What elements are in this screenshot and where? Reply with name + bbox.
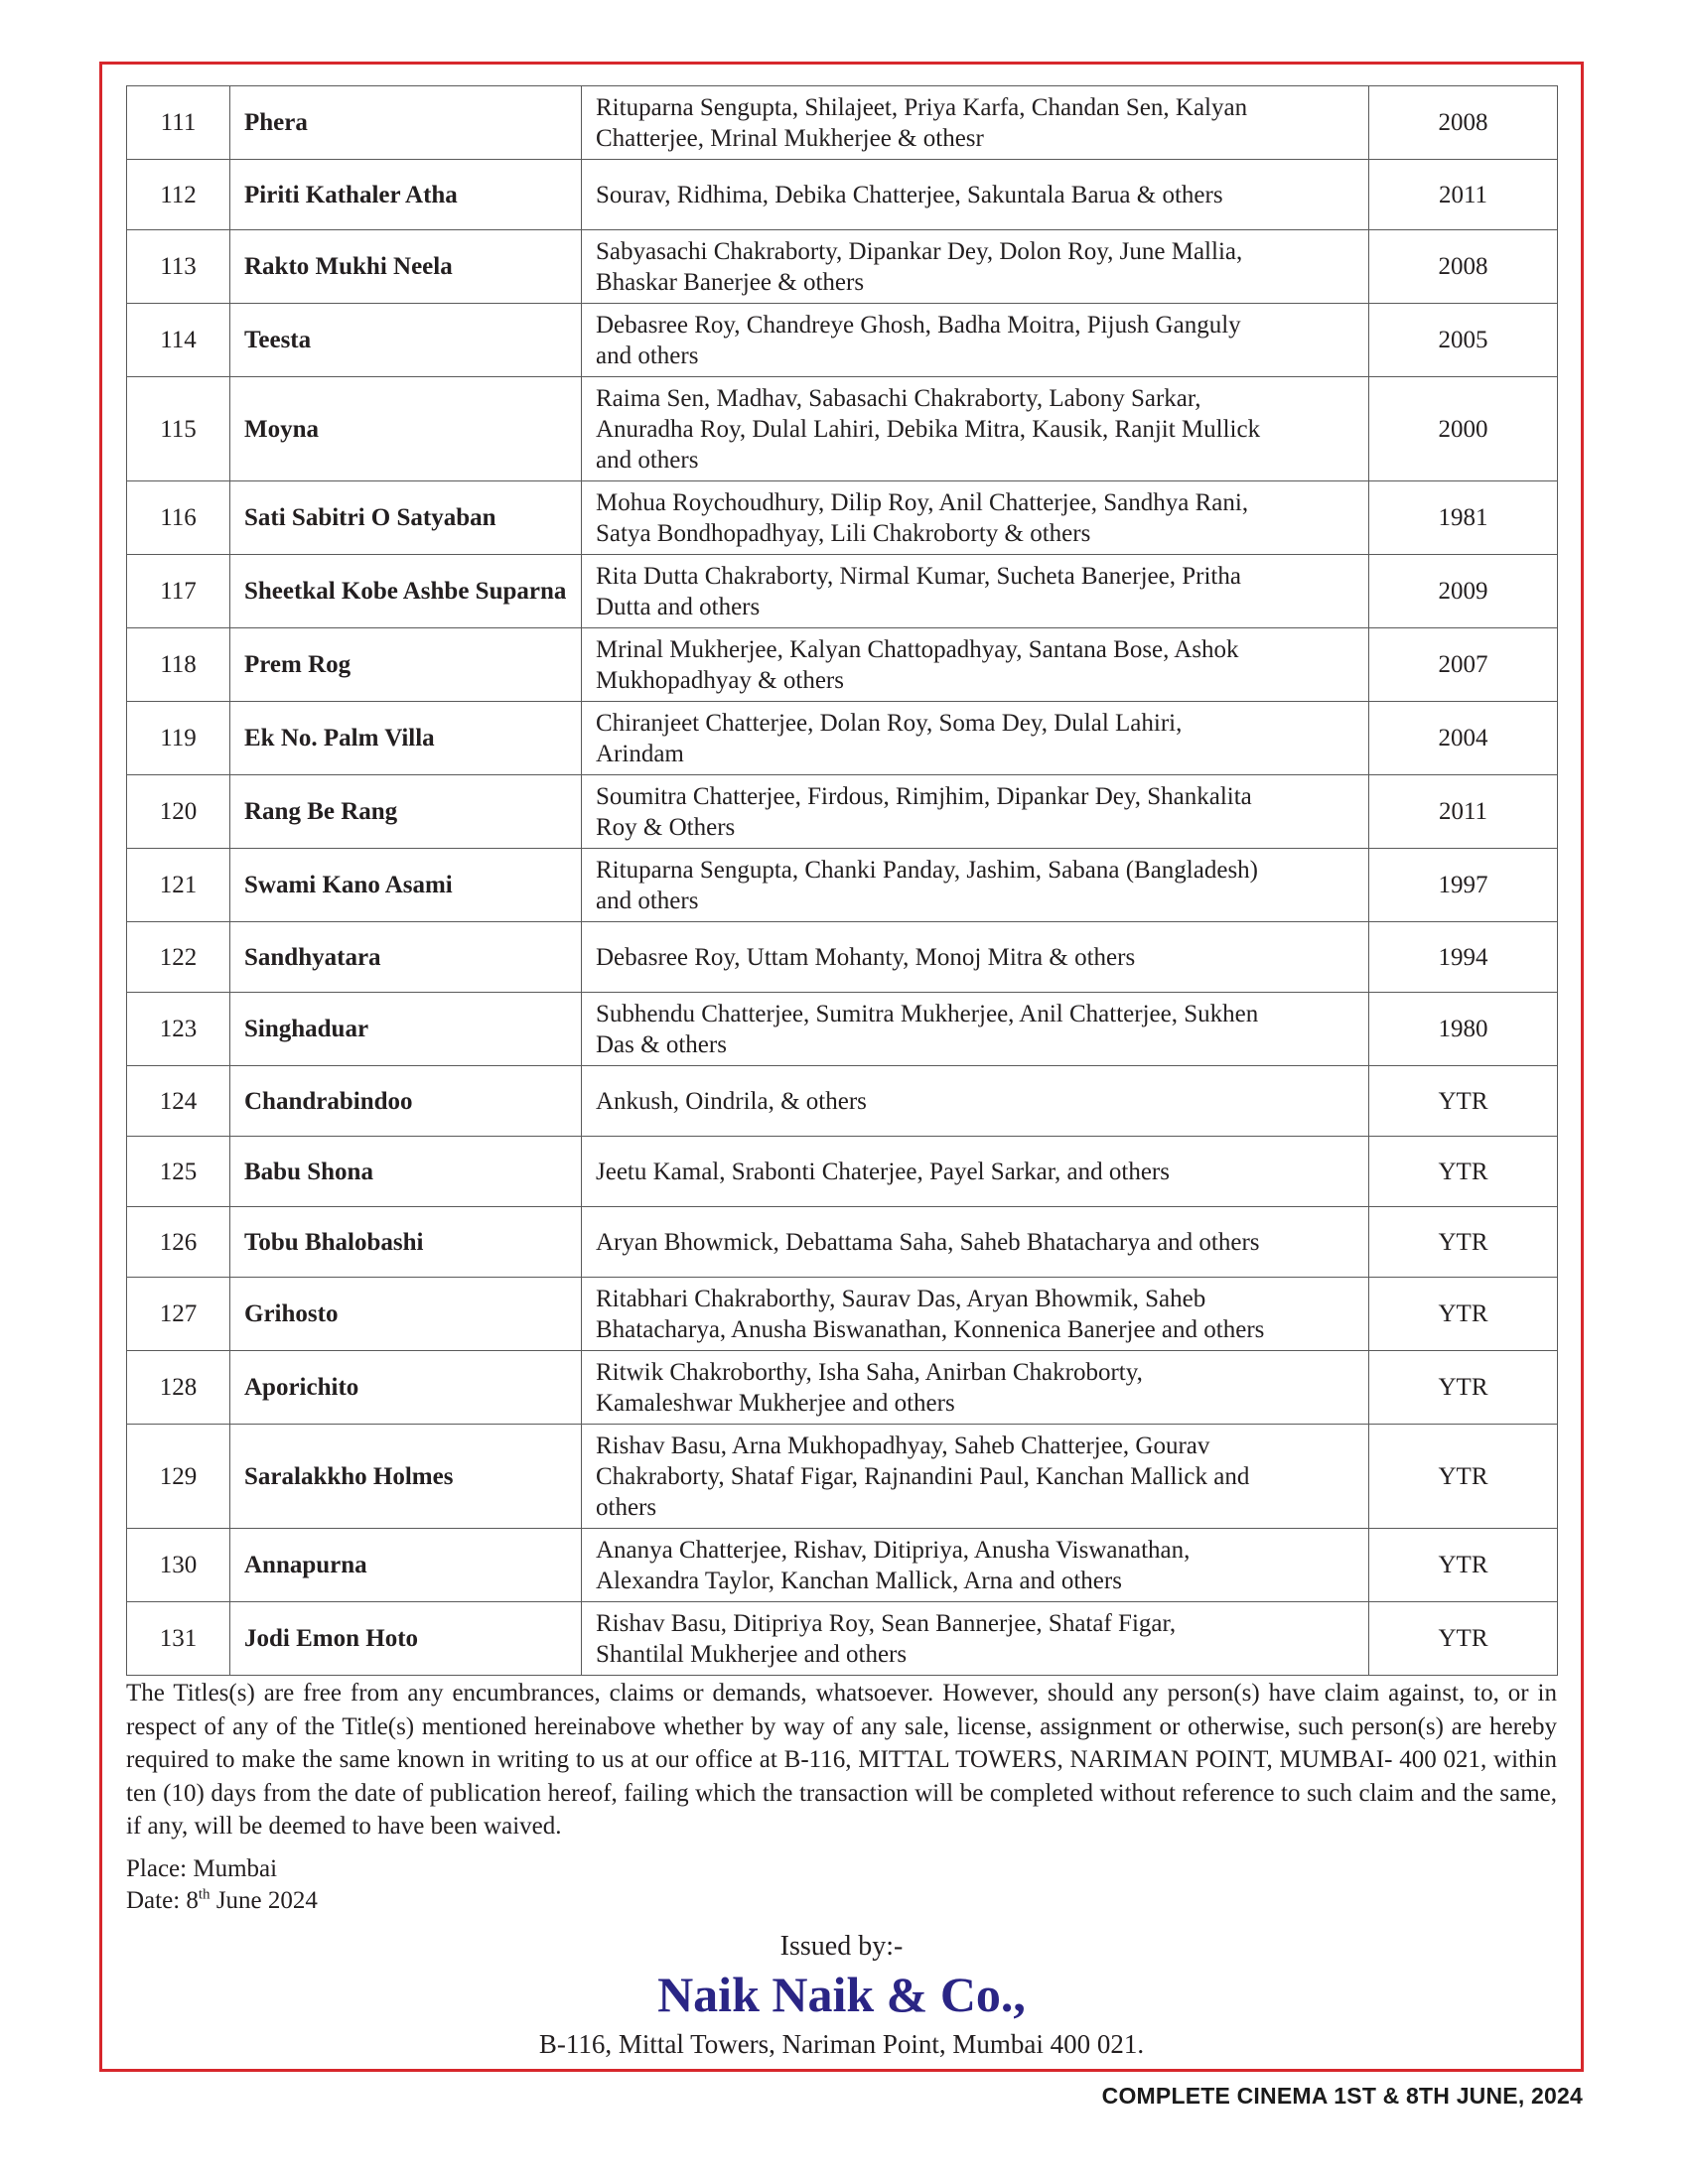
row-number: 122 bbox=[127, 922, 230, 993]
film-title: Moyna bbox=[230, 377, 582, 481]
release-year: YTR bbox=[1369, 1351, 1558, 1425]
film-cast bbox=[582, 481, 1369, 555]
notice-frame bbox=[99, 62, 1584, 2072]
row-number: 131 bbox=[127, 1602, 230, 1676]
cast-line: Bhaskar Banerjee & others bbox=[596, 268, 865, 296]
film-cast bbox=[582, 1207, 1369, 1278]
cast-line: Mrinal Mukherjee, Kalyan Chattopadhyay, Santana Bose, Ashok bbox=[596, 635, 1239, 663]
film-title: Babu Shona bbox=[230, 1137, 582, 1207]
film-cast bbox=[582, 849, 1369, 922]
cast-line: Debasree Roy, Uttam Mohanty, Monoj Mitra & others bbox=[596, 943, 1136, 971]
cast-line: Roy & Others bbox=[596, 813, 736, 841]
cast-line: Rishav Basu, Ditipriya Roy, Sean Bannerjee, Shataf Figar, bbox=[596, 1609, 1177, 1637]
release-year: YTR bbox=[1369, 1602, 1558, 1676]
date-line bbox=[126, 1885, 318, 1917]
cast-line: Alexandra Taylor, Kanchan Mallick, Arna and others bbox=[596, 1567, 1122, 1594]
release-year: 1981 bbox=[1369, 481, 1558, 555]
place-date-block bbox=[126, 1853, 318, 1917]
table-row bbox=[127, 849, 1558, 922]
row-number: 130 bbox=[127, 1529, 230, 1602]
cast-line: Chatterjee, Mrinal Mukherjee & othesr bbox=[596, 124, 984, 152]
date-prefix: Date: 8 bbox=[126, 1887, 199, 1914]
film-title: Rang Be Rang bbox=[230, 775, 582, 849]
company-name: Naik Naik & Co., bbox=[657, 1967, 1026, 2022]
film-cast bbox=[582, 1425, 1369, 1529]
row-number: 114 bbox=[127, 304, 230, 377]
release-year: 2004 bbox=[1369, 702, 1558, 775]
film-title: Annapurna bbox=[230, 1529, 582, 1602]
release-year: YTR bbox=[1369, 1137, 1558, 1207]
table-row bbox=[127, 922, 1558, 993]
film-title: Phera bbox=[230, 86, 582, 160]
table-row bbox=[127, 377, 1558, 481]
table-row bbox=[127, 86, 1558, 160]
table-row bbox=[127, 993, 1558, 1066]
film-cast bbox=[582, 993, 1369, 1066]
film-cast bbox=[582, 1529, 1369, 1602]
row-number: 117 bbox=[127, 555, 230, 628]
release-year: YTR bbox=[1369, 1278, 1558, 1351]
cast-line: Rishav Basu, Arna Mukhopadhyay, Saheb Chatterjee, Gourav bbox=[596, 1432, 1210, 1459]
cast-line: others bbox=[596, 1493, 657, 1521]
table-row bbox=[127, 1066, 1558, 1137]
film-title: Prem Rog bbox=[230, 628, 582, 702]
film-title: Tobu Bhalobashi bbox=[230, 1207, 582, 1278]
table-row bbox=[127, 1137, 1558, 1207]
film-title: Aporichito bbox=[230, 1351, 582, 1425]
row-number: 111 bbox=[127, 86, 230, 160]
cast-line: Soumitra Chatterjee, Firdous, Rimjhim, Dipankar Dey, Shankalita bbox=[596, 782, 1252, 810]
film-cast bbox=[582, 304, 1369, 377]
row-number: 115 bbox=[127, 377, 230, 481]
cast-line: Das & others bbox=[596, 1030, 727, 1058]
issued-by-label: Issued by:- bbox=[779, 1931, 904, 1962]
cast-line: Sabyasachi Chakraborty, Dipankar Dey, Dolon Roy, June Mallia, bbox=[596, 237, 1243, 265]
film-cast bbox=[582, 160, 1369, 230]
release-year: 2008 bbox=[1369, 230, 1558, 304]
film-title: Jodi Emon Hoto bbox=[230, 1602, 582, 1676]
cast-line: Arindam bbox=[596, 740, 684, 767]
film-cast bbox=[582, 555, 1369, 628]
row-number: 126 bbox=[127, 1207, 230, 1278]
cast-line: Ritwik Chakroborthy, Isha Saha, Anirban Chakroborty, bbox=[596, 1358, 1143, 1386]
table-row bbox=[127, 1351, 1558, 1425]
cast-line: Anuradha Roy, Dulal Lahiri, Debika Mitra, Kausik, Ranjit Mullick bbox=[596, 415, 1261, 443]
cast-line: Mukhopadhyay & others bbox=[596, 666, 844, 694]
cast-line: and others bbox=[596, 887, 699, 914]
notice-paragraph: The Titles(s) are free from any encumbrances, claims or demands, whatsoever. However, should any person(s) have claim against, to, or in respect of any of the Title(s) mentioned hereinabove whether by way of any sale, license, assignment or otherwise, such person(s) are hereby required to make the same known in writing to us at our office at B-116, MITTAL TOWERS, NARIMAN POINT, MUMBAI- 400 021, within ten (10) days from the date of publication hereof, failing which the transaction will be completed without reference to such claim and the same, if any, will be deemed to have been waived. bbox=[126, 1680, 1557, 1840]
release-year: YTR bbox=[1369, 1425, 1558, 1529]
row-number: 124 bbox=[127, 1066, 230, 1137]
release-year: 2007 bbox=[1369, 628, 1558, 702]
cast-line: Aryan Bhowmick, Debattama Saha, Saheb Bhatacharya and others bbox=[596, 1228, 1260, 1256]
film-title: Rakto Mukhi Neela bbox=[230, 230, 582, 304]
place-line: Place: Mumbai bbox=[126, 1855, 278, 1882]
cast-line: and others bbox=[596, 446, 699, 474]
release-year: YTR bbox=[1369, 1529, 1558, 1602]
table-row bbox=[127, 481, 1558, 555]
release-year: 1994 bbox=[1369, 922, 1558, 993]
film-cast bbox=[582, 1351, 1369, 1425]
table-row bbox=[127, 628, 1558, 702]
release-year: 1997 bbox=[1369, 849, 1558, 922]
cast-line: Bhatacharya, Anusha Biswanathan, Konnenica Banerjee and others bbox=[596, 1315, 1265, 1343]
table-row bbox=[127, 775, 1558, 849]
row-number: 125 bbox=[127, 1137, 230, 1207]
film-title: Chandrabindoo bbox=[230, 1066, 582, 1137]
cast-line: Ananya Chatterjee, Rishav, Ditipriya, Anusha Viswanathan, bbox=[596, 1536, 1191, 1564]
table-row bbox=[127, 1425, 1558, 1529]
table-row bbox=[127, 1278, 1558, 1351]
row-number: 116 bbox=[127, 481, 230, 555]
table-row bbox=[127, 1207, 1558, 1278]
film-cast bbox=[582, 922, 1369, 993]
row-number: 121 bbox=[127, 849, 230, 922]
film-title: Teesta bbox=[230, 304, 582, 377]
cast-line: Chiranjeet Chatterjee, Dolan Roy, Soma Dey, Dulal Lahiri, bbox=[596, 709, 1183, 737]
row-number: 128 bbox=[127, 1351, 230, 1425]
company-address: B-116, Mittal Towers, Nariman Point, Mumbai 400 021. bbox=[538, 2029, 1145, 2059]
film-title: Sheetkal Kobe Ashbe Suparna bbox=[230, 555, 582, 628]
film-title: Sandhyatara bbox=[230, 922, 582, 993]
cast-line: and others bbox=[596, 341, 699, 369]
film-title: Singhaduar bbox=[230, 993, 582, 1066]
table-row bbox=[127, 304, 1558, 377]
cast-line: Debasree Roy, Chandreye Ghosh, Badha Moitra, Pijush Ganguly bbox=[596, 311, 1241, 339]
row-number: 127 bbox=[127, 1278, 230, 1351]
table-row bbox=[127, 1602, 1558, 1676]
film-cast bbox=[582, 628, 1369, 702]
row-number: 118 bbox=[127, 628, 230, 702]
date-suffix: June 2024 bbox=[210, 1887, 318, 1914]
cast-line: Jeetu Kamal, Srabonti Chaterjee, Payel Sarkar, and others bbox=[596, 1158, 1170, 1185]
film-title: Sati Sabitri O Satyaban bbox=[230, 481, 582, 555]
row-number: 113 bbox=[127, 230, 230, 304]
film-title: Swami Kano Asami bbox=[230, 849, 582, 922]
film-cast bbox=[582, 230, 1369, 304]
row-number: 112 bbox=[127, 160, 230, 230]
table-row bbox=[127, 160, 1558, 230]
cast-line: Shantilal Mukherjee and others bbox=[596, 1640, 908, 1668]
film-cast bbox=[582, 377, 1369, 481]
release-year: 2000 bbox=[1369, 377, 1558, 481]
film-cast bbox=[582, 1137, 1369, 1207]
cast-line: Chakraborty, Shataf Figar, Rajnandini Paul, Kanchan Mallick and bbox=[596, 1462, 1250, 1490]
release-year: 2011 bbox=[1369, 775, 1558, 849]
cast-line: Dutta and others bbox=[596, 593, 761, 620]
cast-line: Raima Sen, Madhav, Sabasachi Chakraborty, Labony Sarkar, bbox=[596, 384, 1201, 412]
table-row bbox=[127, 555, 1558, 628]
film-cast bbox=[582, 86, 1369, 160]
cast-line: Kamaleshwar Mukherjee and others bbox=[596, 1389, 955, 1417]
date-superscript: th bbox=[198, 1886, 211, 1903]
cast-line: Rita Dutta Chakraborty, Nirmal Kumar, Sucheta Banerjee, Pritha bbox=[596, 562, 1241, 590]
film-title: Saralakkho Holmes bbox=[230, 1425, 582, 1529]
cast-line: Ritabhari Chakraborthy, Saurav Das, Aryan Bhowmik, Saheb bbox=[596, 1285, 1206, 1312]
release-year: 2005 bbox=[1369, 304, 1558, 377]
cast-line: Subhendu Chatterjee, Sumitra Mukherjee, Anil Chatterjee, Sukhen bbox=[596, 1000, 1259, 1027]
cast-line: Rituparna Sengupta, Chanki Panday, Jashim, Sabana (Bangladesh) bbox=[596, 856, 1258, 884]
table-row bbox=[127, 702, 1558, 775]
cast-line: Satya Bondhopadhyay, Lili Chakroborty & others bbox=[596, 519, 1091, 547]
film-title: Ek No. Palm Villa bbox=[230, 702, 582, 775]
film-cast bbox=[582, 1066, 1369, 1137]
table-row bbox=[127, 230, 1558, 304]
film-title: Piriti Kathaler Atha bbox=[230, 160, 582, 230]
titles-table bbox=[126, 85, 1558, 1676]
row-number: 123 bbox=[127, 993, 230, 1066]
row-number: 129 bbox=[127, 1425, 230, 1529]
film-cast bbox=[582, 1602, 1369, 1676]
cast-line: Mohua Roychoudhury, Dilip Roy, Anil Chatterjee, Sandhya Rani, bbox=[596, 488, 1249, 516]
row-number: 119 bbox=[127, 702, 230, 775]
film-cast bbox=[582, 1278, 1369, 1351]
film-title: Grihosto bbox=[230, 1278, 582, 1351]
cast-line: Ankush, Oindrila, & others bbox=[596, 1087, 867, 1115]
film-cast bbox=[582, 775, 1369, 849]
release-year: YTR bbox=[1369, 1207, 1558, 1278]
row-number: 120 bbox=[127, 775, 230, 849]
cast-line: Rituparna Sengupta, Shilajeet, Priya Karfa, Chandan Sen, Kalyan bbox=[596, 93, 1248, 121]
release-year: 2008 bbox=[1369, 86, 1558, 160]
release-year: 2009 bbox=[1369, 555, 1558, 628]
cast-line: Sourav, Ridhima, Debika Chatterjee, Sakuntala Barua & others bbox=[596, 181, 1223, 208]
page-footer: COMPLETE CINEMA 1ST & 8TH JUNE, 2024 bbox=[1101, 2083, 1583, 2109]
table-row bbox=[127, 1529, 1558, 1602]
release-year: 1980 bbox=[1369, 993, 1558, 1066]
release-year: YTR bbox=[1369, 1066, 1558, 1137]
release-year: 2011 bbox=[1369, 160, 1558, 230]
film-cast bbox=[582, 702, 1369, 775]
